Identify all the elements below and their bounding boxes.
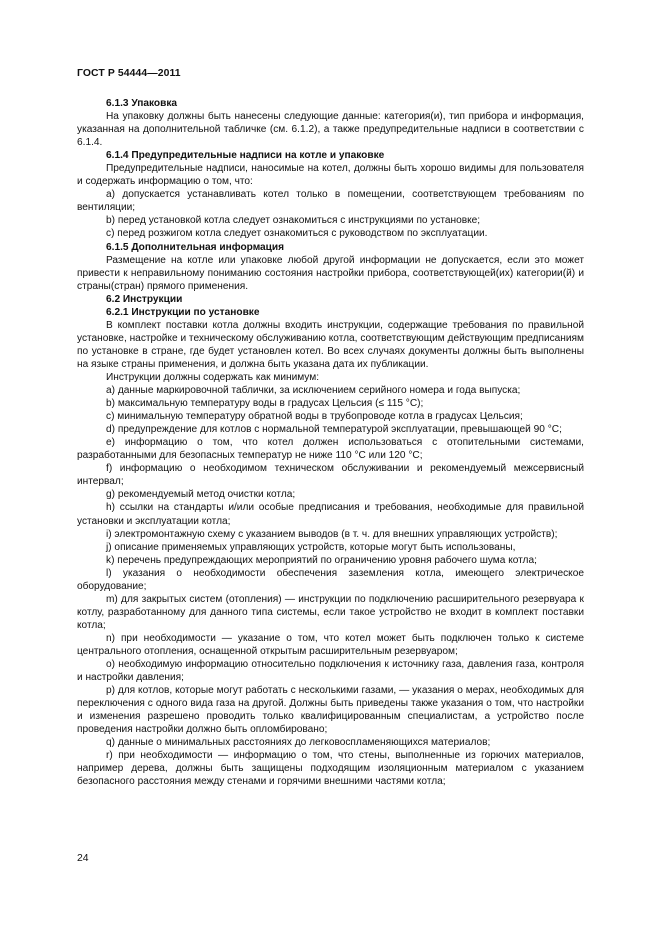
paragraph: o) необходимую информацию относительно подключения к источнику газа, давления газа, контроля и настройки давления; <box>77 659 584 684</box>
paragraph: a) данные маркировочной таблички, за исключением серийного номера и года выпуска; <box>106 385 521 397</box>
paragraph: c) перед розжигом котла следует ознакомиться с руководством по эксплуатации. <box>106 228 488 240</box>
paragraph: b) перед установкой котла следует ознакомиться с инструкциями по установке; <box>106 215 481 227</box>
paragraph: Размещение на котле или упаковке любой другой информации не допускается, если это может привести к неправильному пониманию состояния настройки прибора, соответствующей(их) категории(й) и страны(стран) прямого применения. <box>77 254 584 292</box>
paragraph: j) описание применяемых управляющих устройств, которые могут быть использованы, <box>106 541 516 553</box>
section-heading: 6.2 Инструкции <box>106 293 183 305</box>
section-heading: 6.1.3 Упаковка <box>106 98 178 109</box>
paragraph: a) допускается устанавливать котел только в помещении, соответствующем требованиям по вентиляции; <box>77 189 584 214</box>
paragraph: e) информацию о том, что котел должен использоваться с отопительными системами, разработанными для безопасных температур не ниже 110 °С или 120 °С; <box>77 437 584 462</box>
section-heading: 6.1.5 Дополнительная информация <box>106 241 285 253</box>
paragraph: r) при необходимости — информацию о том, что стены, выполненные из горючих материалов, например дерева, должны быть защищены подходящим изоляционным материалом с указанием безопасного расстояния между стенами и горячими внешними частями котла; <box>77 750 584 788</box>
paragraph: Предупредительные надписи, наносимые на котел, должны быть хорошо видимы для пользователя и содержать информацию о том, что: <box>77 163 584 188</box>
paragraph: d) предупреждение для котлов с нормальной температурой эксплуатации, превышающей 90 °С; <box>106 424 562 436</box>
paragraph: p) для котлов, которые могут работать с несколькими газами, — указания о мерах, необходимых для переключения с одного вида газа на другой. Должны быть приведены также указания о том, что настройки и изменения разрешено проводить только квалифицированным специалистам, а устройство после проведения настройки должно быть опломбировано; <box>77 685 584 736</box>
page-number: 24 <box>77 853 89 864</box>
paragraph: n) при необходимости — указание о том, что котел может быть подключен только к системе центрального отопления, оснащенной открытым расширительным резервуаром; <box>77 632 584 657</box>
document-header: ГОСТ Р 54444—2011 <box>77 68 181 79</box>
paragraph: h) ссылки на стандарты и/или особые предписания и требования, необходимые для правильной установки и эксплуатации котла; <box>77 502 584 527</box>
paragraph: k) перечень предупреждающих мероприятий по ограничению уровня рабочего шума котла; <box>106 554 537 566</box>
section-heading: 6.1.4 Предупредительные надписи на котле и упаковке <box>106 150 385 162</box>
paragraph: На упаковку должны быть нанесены следующие данные: категория(и), тип прибора и информация, указанная на дополнительной табличке (см. 6.1.2), а также предупредительные надписи в соответствии с 6.1.4. <box>77 111 584 149</box>
paragraph: i) электромонтажную схему с указанием выводов (в т. ч. для внешних управляющих устройств); <box>106 528 558 540</box>
paragraph: f) информацию о необходимом техническом обслуживании и рекомендуемый межсервисный интервал; <box>77 463 584 488</box>
section-heading: 6.2.1 Инструкции по установке <box>106 306 260 318</box>
paragraph: b) максимальную температуру воды в градусах Цельсия (≤ 115 °С); <box>106 398 424 410</box>
paragraph: c) минимальную температуру обратной воды в трубопроводе котла в градусах Цельсия; <box>106 411 523 423</box>
paragraph: l) указания о необходимости обеспечения заземления котла, имеющего электрическое оборудование; <box>77 567 584 592</box>
paragraph: m) для закрытых систем (отопления) — инструкции по подключению расширительного резервуара к котлу, разработанному для данного типа системы, если такое устройство не входит в комплект поставки котла; <box>77 593 584 631</box>
paragraph: g) рекомендуемый метод очистки котла; <box>106 489 296 501</box>
paragraph: q) данные о минимальных расстояниях до легковоспламеняющихся материалов; <box>106 737 491 749</box>
paragraph: В комплект поставки котла должны входить инструкции, содержащие требования по правильной установке, настройке и техническому обслуживанию котла, соответствующим действующим предписаниям по установке в стране, где будет установлен котел. Во всех случаях документы должны быть выполнены на языке страны применения, и должна быть указана дата их публикации. <box>77 319 584 370</box>
document-body <box>77 97 584 788</box>
paragraph: Инструкции должны содержать как минимум: <box>106 371 320 383</box>
